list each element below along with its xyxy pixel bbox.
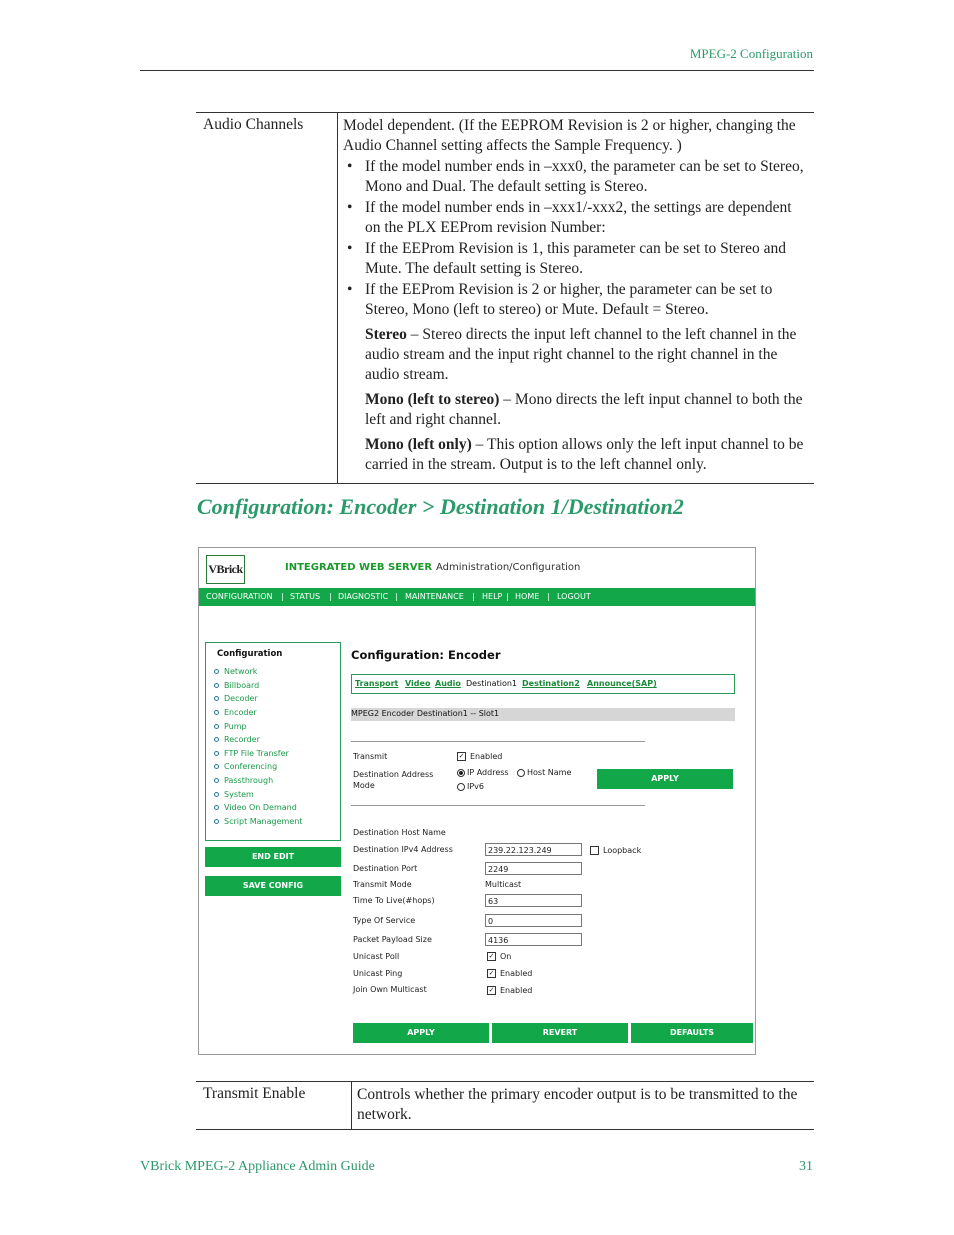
bullet-list (343, 157, 809, 320)
nav-maintenance[interactable]: MAINTENANCE (405, 592, 464, 601)
revert-button[interactable]: REVERT (492, 1023, 628, 1043)
bullet-icon (214, 683, 219, 688)
tab-transport[interactable]: Transport (355, 679, 399, 688)
vbrick-logo: VBrick (206, 555, 245, 584)
nav-status[interactable]: STATUS (290, 592, 321, 601)
loopback-checkbox[interactable]: Loopback (590, 846, 641, 855)
bullet-icon (214, 724, 219, 729)
checkbox-icon: ✓ (488, 952, 495, 960)
checkbox-icon (590, 846, 599, 855)
bullet-icon: • (347, 158, 353, 175)
encoder-screenshot (198, 547, 756, 1055)
definition-mono-left-to-stereo: Mono (left to stereo) – Mono directs the left input channel to both the left and right channel. (365, 391, 803, 428)
host-name-label: Destination Host Name (353, 828, 446, 837)
unicast-ping-checkbox[interactable]: ✓ Enabled (488, 969, 533, 978)
unicast-ping-label: Unicast Ping (353, 969, 403, 978)
sidebar-item-pump[interactable]: Pump (214, 722, 247, 731)
bullet-item: • If the model number ends in –xxx0, the parameter can be set to Stereo, Mono and Dual. The default setting is Stereo. (347, 158, 804, 195)
tos-input[interactable]: 0 (485, 914, 582, 927)
tab-video[interactable]: Video (405, 679, 431, 688)
config-sidebar (205, 642, 341, 841)
tab-announce-sap[interactable]: Announce(SAP) (587, 679, 657, 688)
sidebar-title: Configuration (217, 649, 283, 659)
encoder-tabs (351, 674, 735, 694)
payload-label: Packet Payload Size (353, 935, 432, 944)
sidebar-item-recorder[interactable]: Recorder (214, 735, 260, 744)
bullet-icon (214, 805, 219, 810)
sidebar-item-network[interactable]: Network (214, 667, 257, 676)
bullet-icon (214, 710, 219, 715)
ipv4-label: Destination IPv4 Address (353, 845, 453, 854)
nav-diagnostic[interactable]: DIAGNOSTIC (338, 592, 389, 601)
sidebar-item-system[interactable]: System (214, 790, 254, 799)
definition-stereo: Stereo – Stereo directs the input left channel to the left channel in the audio stream and the input right channel to the right channel in the audio stream. (365, 326, 797, 383)
bullet-icon (214, 764, 219, 769)
payload-input[interactable]: 4136 (485, 933, 582, 946)
mode-ip-radio[interactable]: IP Address (457, 768, 509, 777)
bullet-icon: • (347, 240, 353, 257)
sidebar-item-ftp[interactable]: FTP File Transfer (214, 749, 289, 758)
row-description: Controls whether the primary encoder output is to be transmitted to the network. (357, 1086, 798, 1123)
slot-header: MPEG2 Encoder Destination1 -- Slot1 (351, 708, 735, 721)
footer-title: VBrick MPEG-2 Appliance Admin Guide (140, 1159, 375, 1174)
definition-mono-left-only: Mono (left only) – This option allows only the left input channel to be carried in the stream. Output is to the left channel only. (365, 436, 804, 473)
radio-icon (457, 783, 465, 791)
divider (351, 741, 645, 742)
ttl-input[interactable]: 63 (485, 894, 582, 907)
apply-top-button[interactable]: APPLY (597, 769, 733, 789)
transmit-checkbox[interactable]: ✓ Enabled (458, 752, 503, 761)
page-title: Configuration: Encoder (351, 648, 501, 662)
join-multicast-checkbox[interactable]: ✓ Enabled (488, 986, 533, 995)
bullet-item: • If the EEProm Revision is 2 or higher, the parameter can be set to Stereo, Mono (left to stereo) or Mute. Default = Stereo. (347, 281, 773, 318)
defaults-button[interactable]: DEFAULTS (631, 1023, 753, 1043)
nav-logout[interactable]: LOGOUT (557, 592, 591, 601)
bullet-item: • If the model number ends in –xxx1/-xxx2, the settings are dependent on the PLX EEProm revision Number: (347, 199, 792, 236)
tx-mode-value: Multicast (485, 880, 522, 889)
row-label: Transmit Enable (203, 1085, 306, 1102)
column-divider (351, 1082, 352, 1129)
apply-button[interactable]: APPLY (353, 1023, 489, 1043)
top-nav: CONFIGURATION | STATUS | DIAGNOSTIC | MAINTENANCE | HELP | HOME | LOGOUT (199, 588, 755, 606)
sidebar-item-decoder[interactable]: Decoder (214, 694, 258, 703)
checkbox-icon: ✓ (458, 752, 465, 760)
bullet-icon: • (347, 281, 353, 298)
transmit-enable-row (196, 1081, 814, 1130)
sidebar-item-script[interactable]: Script Management (214, 817, 302, 826)
intro-text: Model dependent. (If the EEPROM Revision is 2 or higher, changing the Audio Channel setting affects the Sample Frequency. ) (343, 117, 796, 154)
section-title: Configuration: Encoder > Destination 1/Destination2 (197, 494, 684, 519)
tab-audio[interactable]: Audio (435, 679, 461, 688)
transmit-label: Transmit (353, 752, 388, 761)
running-header: MPEG-2 Configuration (689, 46, 813, 61)
mode-ipv6-radio[interactable]: IPv6 (457, 782, 484, 791)
sidebar-item-vod[interactable]: Video On Demand (214, 803, 297, 812)
tab-destination2[interactable]: Destination2 (522, 679, 580, 688)
tab-destination1[interactable]: Destination1 (466, 679, 517, 688)
sidebar-item-conferencing[interactable]: Conferencing (214, 762, 277, 771)
bullet-icon (214, 696, 219, 701)
product-title: INTEGRATED WEB SERVER (285, 562, 433, 573)
nav-home[interactable]: HOME (515, 592, 540, 601)
nav-configuration[interactable]: CONFIGURATION (206, 592, 273, 601)
unicast-poll-checkbox[interactable]: ✓ On (488, 952, 512, 961)
radio-icon (517, 769, 525, 777)
end-edit-button[interactable]: END EDIT (205, 847, 341, 867)
sidebar-item-passthrough[interactable]: Passthrough (214, 776, 273, 785)
divider (351, 805, 645, 806)
audio-channels-row (196, 112, 814, 484)
bullet-icon (214, 737, 219, 742)
unicast-poll-label: Unicast Poll (353, 952, 400, 961)
bullet-icon (214, 751, 219, 756)
product-subtitle: Administration/Configuration (436, 562, 581, 573)
port-input[interactable]: 2249 (485, 862, 582, 875)
header-rule (140, 70, 814, 71)
tos-label: Type Of Service (353, 916, 416, 925)
save-config-button[interactable]: SAVE CONFIG (205, 876, 341, 896)
sidebar-item-billboard[interactable]: Billboard (214, 681, 259, 690)
bullet-item: • If the EEProm Revision is 1, this parameter can be set to Stereo and Mute. The default setting is Stereo. (347, 240, 786, 277)
bullet-icon: • (347, 199, 353, 216)
ipv4-input[interactable]: 239.22.123.249 (485, 843, 582, 856)
mode-host-radio[interactable]: Host Name (517, 768, 571, 777)
radio-selected-icon (457, 769, 465, 777)
row-description (343, 116, 809, 475)
ttl-label: Time To Live(#hops) (353, 896, 435, 905)
bullet-icon (214, 669, 219, 674)
checkbox-icon: ✓ (488, 986, 495, 994)
port-label: Destination Port (353, 864, 418, 873)
checkbox-icon: ✓ (488, 969, 495, 977)
sidebar-item-encoder[interactable]: Encoder (214, 708, 257, 717)
bullet-icon (214, 792, 219, 797)
join-multicast-label: Join Own Multicast (353, 985, 427, 994)
bullet-icon (214, 778, 219, 783)
page-number: 31 (799, 1159, 813, 1174)
tx-mode-label: Transmit Mode (353, 880, 412, 889)
bullet-icon (214, 819, 219, 824)
row-label: Audio Channels (203, 116, 304, 133)
nav-help[interactable]: HELP (482, 592, 503, 601)
dest-mode-label: Destination Address Mode (353, 770, 434, 790)
column-divider (337, 113, 338, 483)
